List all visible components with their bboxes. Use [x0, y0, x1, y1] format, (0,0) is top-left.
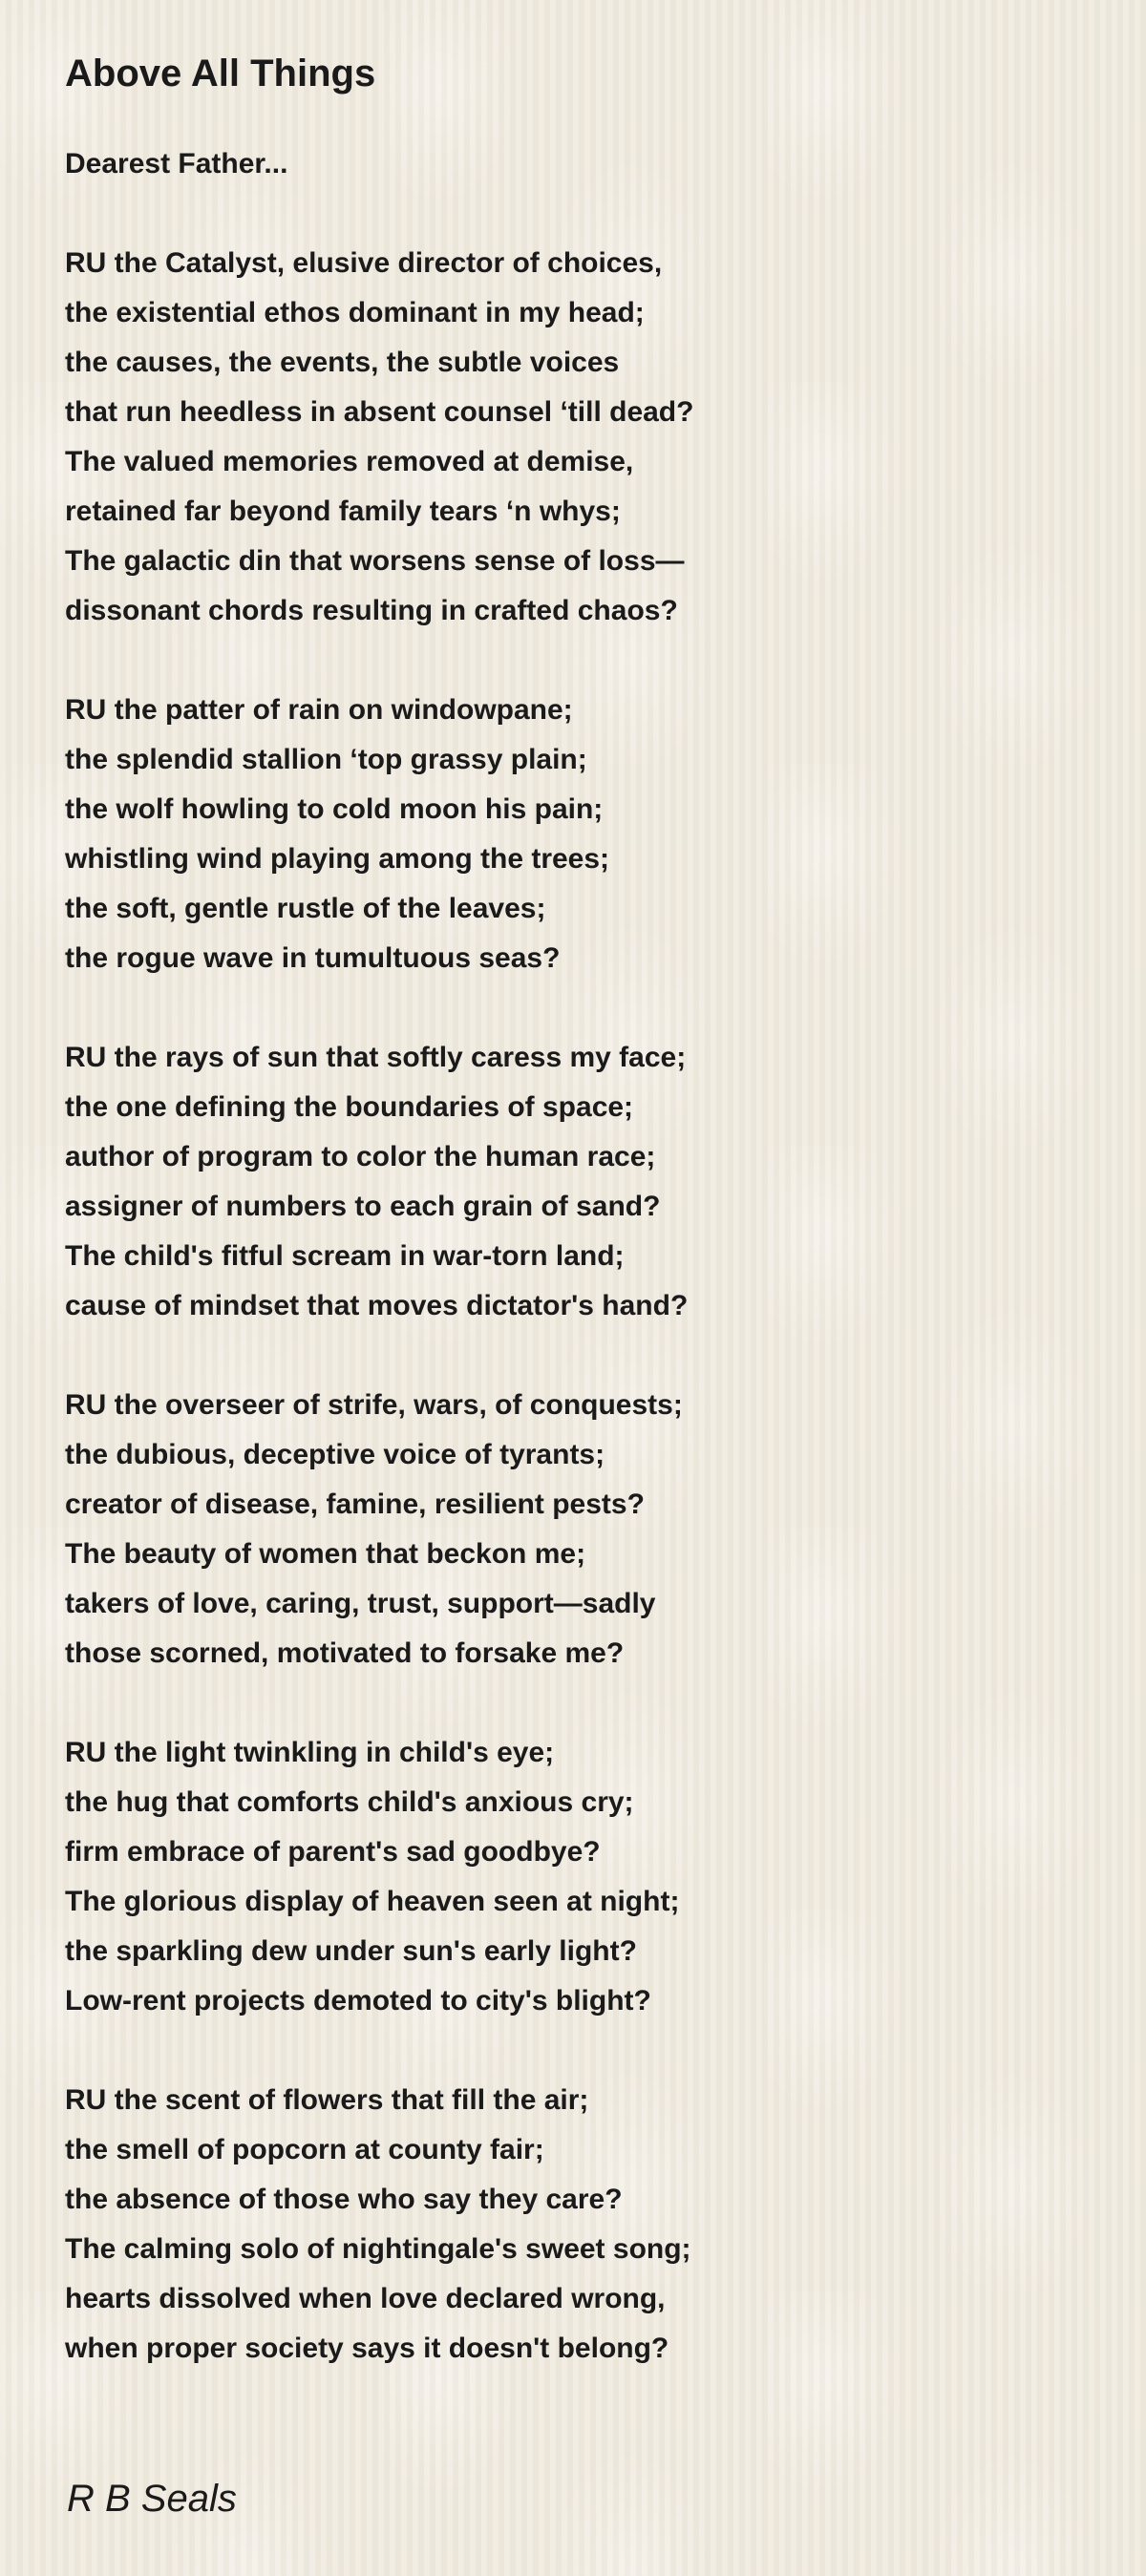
stanza-gap: [65, 2026, 1077, 2076]
poem-line: RU the rays of sun that softly caress my face;: [65, 1042, 687, 1073]
poem-line: when proper society says it doesn't belong?: [65, 2333, 669, 2364]
poem-line: The galactic din that worsens sense of loss—: [65, 545, 685, 577]
poem-page: [65, 48, 1077, 2374]
poem-line: RU the overseer of strife, wars, of conquests;: [65, 1389, 683, 1421]
poem-line: The calming solo of nightingale's sweet song;: [65, 2233, 691, 2265]
poem-line: The valued memories removed at demise,: [65, 446, 634, 477]
poem-line: the wolf howling to cold moon his pain;: [65, 793, 604, 825]
poem-line: those scorned, motivated to forsake me?: [65, 1637, 625, 1669]
poem-line: the splendid stallion ‘top grassy plain;: [65, 744, 587, 775]
poem-stanza-1: [65, 239, 1077, 636]
poem-line: author of program to color the human race;: [65, 1141, 656, 1172]
poem-line: cause of mindset that moves dictator's hand?: [65, 1290, 689, 1321]
poem-line: assigner of numbers to each grain of sand?: [65, 1191, 661, 1222]
poem-stanza-6: [65, 2076, 1077, 2374]
poem-line: the one defining the boundaries of space;: [65, 1091, 634, 1123]
poem-line: Low-rent projects demoted to city's blight?: [65, 1985, 651, 2016]
stanza-gap: [65, 636, 1077, 686]
poem-line: retained far beyond family tears ‘n whys;: [65, 496, 621, 527]
poem-line: RU the Catalyst, elusive director of choices,: [65, 247, 663, 279]
poem-line: RU the light twinkling in child's eye;: [65, 1737, 555, 1768]
poem-line: RU the patter of rain on windowpane;: [65, 694, 573, 726]
stanza-gap: [65, 1679, 1077, 1728]
stanza-gap: [65, 1331, 1077, 1381]
poem-line: that run heedless in absent counsel ‘till dead?: [65, 396, 694, 428]
poem-stanza-2: [65, 686, 1077, 983]
stanza-gap: [65, 189, 1077, 239]
poem-line: firm embrace of parent's sad goodbye?: [65, 1836, 601, 1868]
poem-stanza-5: [65, 1728, 1077, 2026]
poem-line: RU the scent of flowers that fill the air;: [65, 2084, 589, 2116]
poem-line: the rogue wave in tumultuous seas?: [65, 942, 561, 974]
poem-line: The glorious display of heaven seen at night;: [65, 1886, 680, 1917]
poem-line: the hug that comforts child's anxious cry;: [65, 1786, 634, 1818]
poem-line: the soft, gentle rustle of the leaves;: [65, 893, 546, 924]
poem-stanza-3: [65, 1033, 1077, 1331]
stanza-gap: [65, 983, 1077, 1033]
poem-line: whistling wind playing among the trees;: [65, 843, 610, 875]
poem-greeting: Dearest Father...: [65, 148, 288, 179]
poem-line: the dubious, deceptive voice of tyrants;: [65, 1439, 605, 1470]
poem-line: the smell of popcorn at county fair;: [65, 2134, 544, 2165]
poem-line: The child's fitful scream in war-torn land;: [65, 1240, 625, 1272]
poem-author-signature: R B Seals: [67, 2478, 237, 2520]
poem-line: the causes, the events, the subtle voices: [65, 347, 620, 378]
poem-line: the sparkling dew under sun's early light?: [65, 1935, 637, 1967]
poem-line: creator of disease, famine, resilient pests?: [65, 1489, 645, 1520]
poem-line: The beauty of women that beckon me;: [65, 1538, 586, 1570]
poem-line: the existential ethos dominant in my head;: [65, 297, 645, 328]
poem-line: takers of love, caring, trust, support—sadly: [65, 1588, 656, 1619]
poem-title: Above All Things: [65, 53, 376, 95]
poem-line: dissonant chords resulting in crafted chaos?: [65, 595, 678, 626]
poem-body: [65, 139, 1077, 2374]
poem-line: hearts dissolved when love declared wrong,: [65, 2283, 666, 2314]
poem-stanza-4: [65, 1381, 1077, 1679]
poem-line: the absence of those who say they care?: [65, 2184, 623, 2215]
